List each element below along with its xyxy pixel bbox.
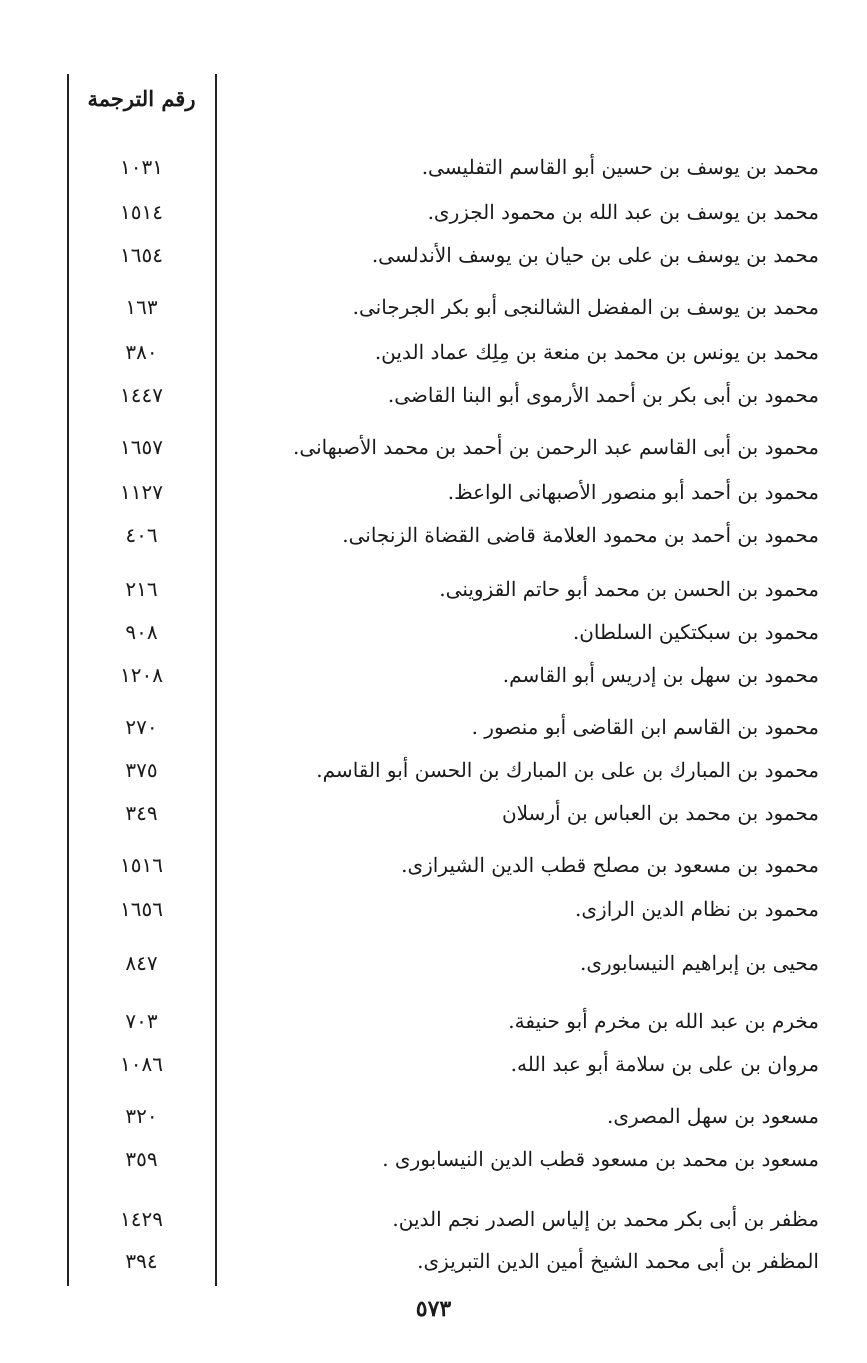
entry-name: محمود بن أبى القاسم عبد الرحمن بن أحمد بن محمد الأصبهانى. — [293, 435, 819, 459]
index-entry-row — [0, 432, 867, 462]
entry-number: ١٢٠٨ — [120, 663, 163, 687]
index-entry-row — [0, 197, 867, 227]
entry-name: محمد بن يونس بن محمد بن منعة بن مِلِك عماد الدين. — [374, 340, 819, 364]
entry-number: ١٠٣١ — [120, 155, 163, 179]
entry-name: مخرم بن عبد الله بن مخرم أبو حنيفة. — [508, 1009, 819, 1033]
entry-name: محمود بن أحمد بن محمود العلامة قاضى القضاة الزنجانى. — [342, 523, 819, 547]
entry-number: ١٤٢٩ — [120, 1207, 163, 1231]
entry-name: محمود بن الحسن بن محمد أبو حاتم القزوينى. — [439, 577, 819, 601]
index-entry-row — [0, 1144, 867, 1174]
entry-name: محمود بن سبكتكين السلطان. — [572, 620, 819, 644]
index-entry-row — [0, 712, 867, 742]
entry-name: محمود بن سهل بن إدريس أبو القاسم. — [502, 663, 819, 687]
entry-name: مسعود بن سهل المصرى. — [606, 1104, 819, 1128]
entry-name: محمود بن مسعود بن مصلح قطب الدين الشيرازى. — [401, 853, 819, 877]
index-entry-row — [0, 660, 867, 690]
index-entry-row — [0, 1006, 867, 1036]
entry-number: ٢١٦ — [125, 577, 158, 601]
entry-number: ٣٢٠ — [125, 1104, 158, 1128]
entry-name: محمد بن يوسف بن على بن حيان بن يوسف الأندلسى. — [371, 243, 819, 267]
entry-number: ٣٤٩ — [125, 801, 158, 825]
index-entry-row — [0, 894, 867, 924]
entry-number: ٣٥٩ — [125, 1147, 158, 1171]
index-entry-row — [0, 617, 867, 647]
index-entry-row — [0, 152, 867, 182]
entry-number: ١٦٥٦ — [120, 897, 163, 921]
entry-number: ٤٠٦ — [125, 523, 158, 547]
index-entry-row — [0, 1246, 867, 1276]
entry-name: محمد بن يوسف بن عبد الله بن محمود الجزرى. — [427, 200, 819, 224]
index-entry-row — [0, 337, 867, 367]
entry-name: محمود بن نظام الدين الرازى. — [575, 897, 819, 921]
index-entry-row — [0, 1049, 867, 1079]
entry-number: ١١٢٧ — [120, 480, 163, 504]
entry-name: مروان بن على بن سلامة أبو عبد الله. — [510, 1052, 819, 1076]
entry-name: محمد بن يوسف بن حسين أبو القاسم التفليسى. — [421, 155, 819, 179]
entry-name: المظفر بن أبى محمد الشيخ أمين الدين التبريزى. — [417, 1249, 819, 1273]
entry-number: ١٤٤٧ — [120, 383, 163, 407]
index-entry-row — [0, 240, 867, 270]
entry-number: ١٦٣ — [125, 295, 158, 319]
entry-number: ١٠٨٦ — [120, 1052, 163, 1076]
entry-number: ٧٠٣ — [125, 1009, 158, 1033]
entry-name: محمود بن المبارك بن على بن المبارك بن الحسن أبو القاسم. — [316, 758, 819, 782]
number-column-header: رقم الترجمة — [87, 86, 196, 111]
entry-number: ٣٧٥ — [125, 758, 158, 782]
index-entry-row — [0, 798, 867, 828]
entry-number: ٣٨٠ — [125, 340, 158, 364]
entry-name: مسعود بن محمد بن مسعود قطب الدين النيسابورى . — [382, 1147, 819, 1171]
index-entry-row — [0, 755, 867, 785]
entry-name: محمود بن أبى بكر بن أحمد الأرموى أبو البنا القاضى. — [387, 383, 819, 407]
entry-number: ١٥١٤ — [120, 200, 163, 224]
entry-name: محيى بن إبراهيم النيسابورى. — [579, 951, 819, 975]
page-number: ٥٧٣ — [415, 1296, 452, 1322]
entry-number: ١٥١٦ — [120, 853, 163, 877]
index-entry-row — [0, 574, 867, 604]
entry-name: محمود بن أحمد أبو منصور الأصبهانى الواعظ. — [447, 480, 819, 504]
index-entry-row — [0, 1204, 867, 1234]
entry-number: ١٦٥٧ — [120, 435, 163, 459]
entry-number: ٣٩٤ — [125, 1249, 158, 1273]
entry-name: محمود بن القاسم ابن القاضى أبو منصور . — [471, 715, 819, 739]
entry-number: ١٦٥٤ — [120, 243, 163, 267]
entry-name: محمد بن يوسف بن المفضل الشالنجى أبو بكر الجرجانى. — [352, 295, 819, 319]
index-entry-row — [0, 1101, 867, 1131]
index-entry-row — [0, 477, 867, 507]
entry-name: محمود بن محمد بن العباس بن أرسلان — [501, 801, 819, 825]
index-entry-row — [0, 850, 867, 880]
index-entry-row — [0, 292, 867, 322]
index-entry-row — [0, 520, 867, 550]
index-entry-row — [0, 380, 867, 410]
index-entry-row — [0, 948, 867, 978]
entry-number: ٢٧٠ — [125, 715, 158, 739]
entry-name: مظفر بن أبى بكر محمد بن إلياس الصدر نجم الدين. — [392, 1207, 819, 1231]
entry-number: ٩٠٨ — [125, 620, 158, 644]
entry-number: ٨٤٧ — [125, 951, 158, 975]
